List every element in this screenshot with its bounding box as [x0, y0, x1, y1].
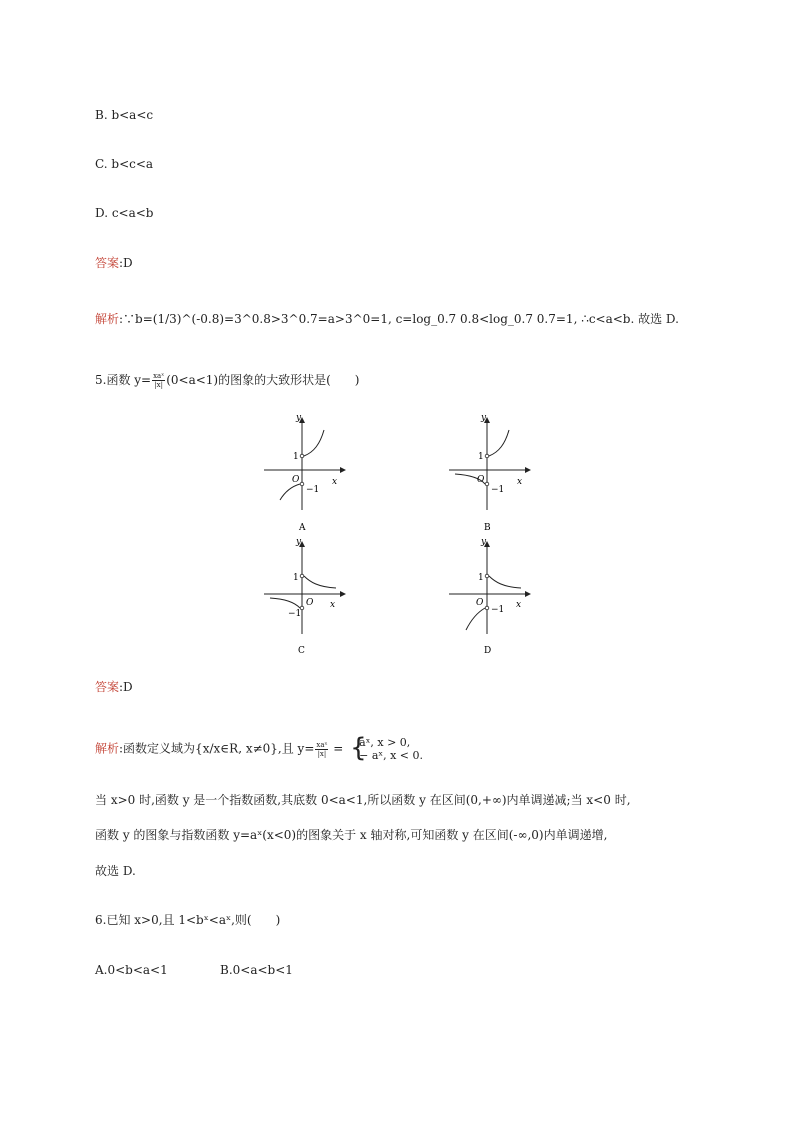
graph-c-one: 1: [293, 573, 299, 583]
graph-c-label: C: [298, 646, 305, 656]
graph-c-y: y: [296, 537, 302, 547]
analysis-text: :函数定义域为{x/x∈R, x≠0},且 y=: [119, 741, 315, 756]
graph-a-x: x: [332, 477, 338, 487]
graph-a-origin: O: [292, 475, 300, 485]
graph-b-label: B: [484, 523, 491, 533]
function-fraction: $\frac{\text{xaˣ}}{|x|}$: [316, 740, 328, 758]
graph-figure: [0, 412, 794, 712]
analysis-q4: [95, 311, 679, 327]
graph-b-y: y: [481, 413, 487, 423]
analysis-paragraph-1: 当 x>0 时,函数 y 是一个指数函数,其底数 0<a<1,所以函数 y 在区间(0,+∞)内单调递减;当 x<0 时,: [95, 793, 631, 807]
answer-label: 答案: [95, 256, 120, 270]
graph-d-y: y: [481, 537, 487, 547]
answer-label: 答案: [95, 680, 120, 694]
answer-q4: [95, 255, 133, 271]
graph-c-minus-one: −1: [288, 609, 302, 619]
analysis-label: 解析: [95, 741, 120, 756]
graph-b-minus-one: −1: [491, 485, 505, 495]
analysis-paragraph-2: 函数 y 的图象与指数函数 y=aˣ(x<0)的图象关于 x 轴对称,可知函数 y 在区间(-∞,0)内单调递增,: [95, 828, 608, 842]
graph-c-origin: O: [306, 598, 314, 608]
graph-a-one: 1: [293, 452, 299, 462]
answer-value: :D: [119, 256, 133, 270]
stem-prefix: 5.函数 y=: [95, 373, 152, 387]
q6-option-b: B.0<a<b<1: [220, 963, 293, 977]
analysis-label: 解析: [95, 312, 120, 326]
function-fraction: $\frac{\text{xaˣ}}{|x|}$: [153, 372, 165, 389]
analysis-q5: 解析:函数定义域为{x/x∈R, x≠0},且 y= $\frac{\text{xaˣ}}{|x|}$ = { aˣ, x > 0, − aˣ, x < 0.: [95, 733, 423, 763]
question-5-stem: [95, 372, 359, 389]
answer-q5: [95, 679, 133, 695]
graph-d-one: 1: [478, 573, 484, 583]
graph-c: [264, 537, 345, 656]
graph-d-x: x: [516, 600, 522, 610]
piece-bottom: − aˣ, x < 0.: [359, 749, 423, 762]
analysis-paragraph-3: 故选 D.: [95, 864, 136, 878]
graph-b-one: 1: [478, 452, 484, 462]
graph-a: [264, 413, 345, 533]
graph-b: [449, 413, 530, 533]
option-c: C. b<c<a: [95, 157, 154, 171]
analysis-text: :∵b=(1/3)^(-0.8)=3^0.8>3^0.7=a>3^0=1, c=log_0.7 0.8<log_0.7 0.7=1, ∴c<a<b. 故选 D.: [119, 312, 679, 326]
stem-suffix: (0<a<1)的图象的大致形状是( ): [166, 373, 360, 387]
graph-c-x: x: [330, 600, 336, 610]
q6-option-a: A.0<b<a<1: [95, 963, 168, 977]
piece-top: aˣ, x > 0,: [359, 736, 411, 749]
graph-d: [449, 537, 530, 656]
graph-b-x: x: [517, 477, 523, 487]
option-d: D. c<a<b: [95, 206, 154, 220]
graph-d-origin: O: [476, 598, 484, 608]
graph-a-minus-one: −1: [306, 485, 320, 495]
question-6-stem: 6.已知 x>0,且 1<bˣ<aˣ,则( ): [95, 913, 281, 927]
graph-d-minus-one: −1: [491, 605, 505, 615]
answer-value: :D: [119, 680, 133, 694]
graph-b-origin: O: [477, 475, 485, 485]
graph-d-label: D: [484, 646, 492, 656]
piecewise-function: { aˣ, x > 0, − aˣ, x < 0.: [350, 733, 423, 763]
option-b: B. b<a<c: [95, 108, 154, 122]
graph-a-y: y: [296, 413, 302, 423]
graph-a-label: A: [299, 523, 306, 533]
